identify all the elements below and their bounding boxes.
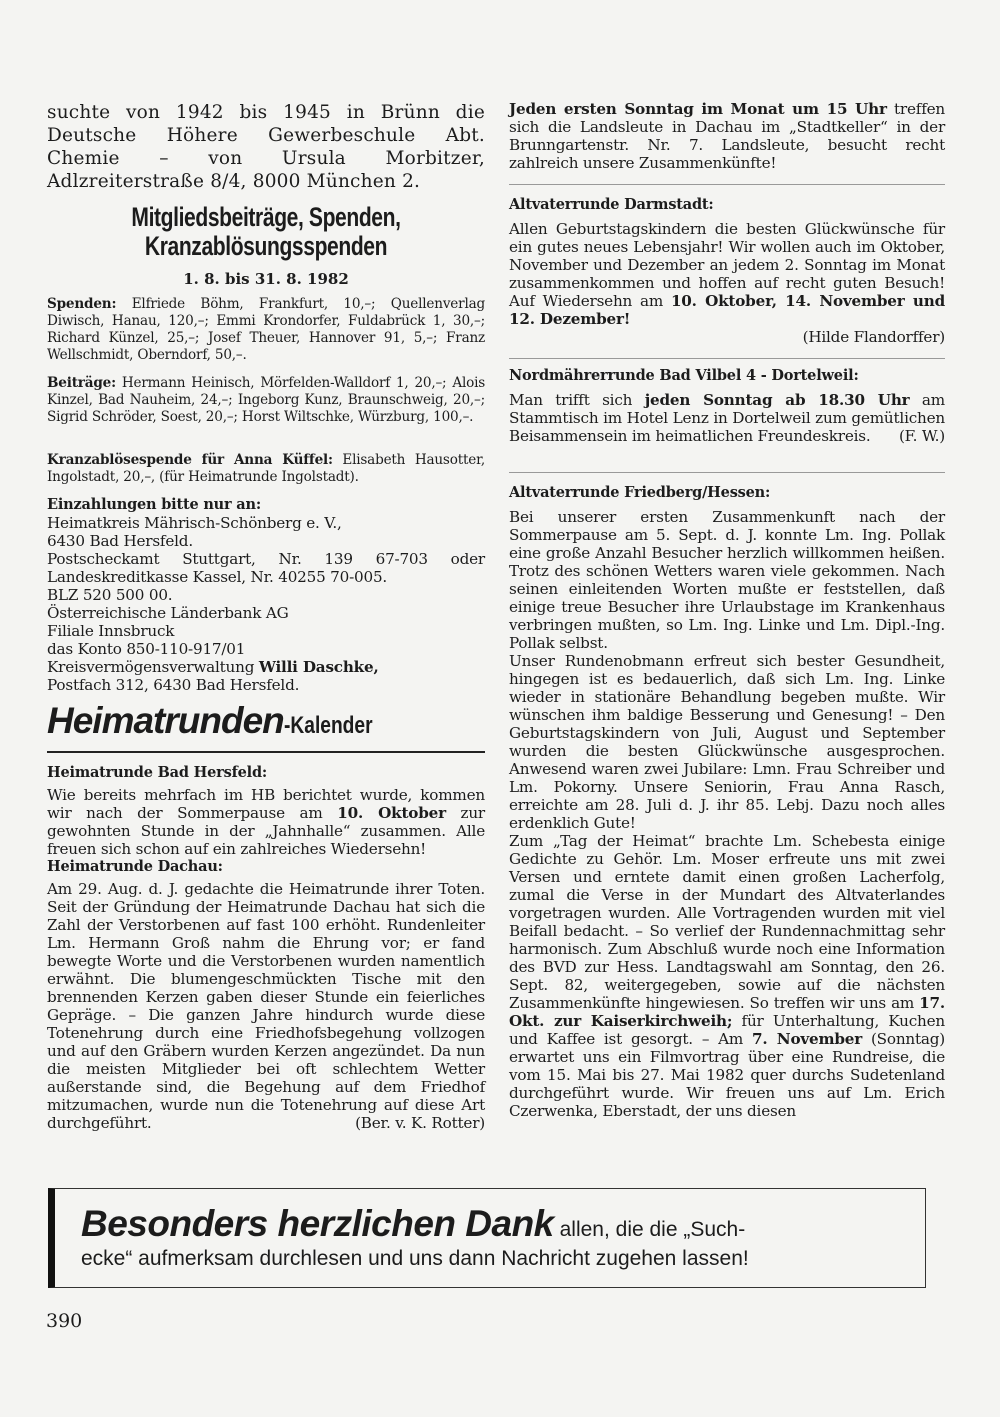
section-title: Heimatrunde Bad Hersfeld: — [47, 764, 268, 781]
text: Elisabeth Hausotter, Ingolstadt, 20,–, (für Heimatrunde Ingolstadt). — [47, 452, 485, 485]
wreath-donation-paragraph — [47, 452, 485, 486]
payment-line: BLZ 520 500 00. — [47, 586, 173, 604]
dachau-continued — [509, 100, 945, 172]
thank-you-heading: Besonders herzlichen Dank — [81, 1203, 554, 1244]
bold-text: 7. November — [751, 1030, 863, 1048]
payment-line: Postscheckamt Stuttgart, Nr. 139 67-703 oder Landeskreditkasse Kassel, Nr. 40255 70-005. — [47, 550, 485, 586]
calendar-title-main: Heimatrunden — [47, 700, 284, 741]
payment-line: Österreichische Länderbank AG — [47, 604, 289, 622]
section-text — [509, 832, 945, 1120]
payment-line: Heimatkreis Mährisch-Schönberg e. V., — [47, 514, 342, 532]
text: (Sonntag) erwartet uns ein Filmvortrag über eine Rundreise, die vom 15. Mai bis 27. Mai 1982 quer durchs Sudetenland durchgeführt wurde. Wir freuen uns auf Lm. Erich Czerwenka, Eberstadt, der uns diesen — [509, 1030, 946, 1120]
bold-text: Beiträge: — [47, 375, 116, 391]
text: Allen Geburtstagskindern die besten Glückwünsche für ein gutes neues Lebensjahr! Wir wollen auch im Oktober, November und Dezember an jedem 2. Sonntag im Monat zusammenkommen und hoffen auf recht guten Besuch! Auf Wiedersehn am — [509, 220, 945, 310]
signature: (F. W.) — [898, 427, 945, 445]
thank-you-text: allen, die die „Such- — [553, 1218, 746, 1241]
date-range: 1. 8. bis 31. 8. 1982 — [183, 270, 349, 288]
section-text: Bei unserer ersten Zusammenkunft nach der Sommerpause am 5. Sept. d. J. konnte Lm. Ing. Pollak eine große Anzahl Besucher herzlich willkommen heißen. Trotz des schönen Wetters waren viele gekommen. Nach seinen einleitenden Worten mußte er feststellen, daß einige treue Besucher ihre Urlaubstage im Krankenhaus verbringen mußten, so Lm. Ing. Linke und Lm. Dipl.-Ing. Pollak selbst. — [509, 508, 945, 652]
payment-line: 6430 Bad Hersfeld. — [47, 532, 193, 550]
text: Wie bereits mehrfach im HB berichtet wurde, kommen wir nach der Sommerpause am — [47, 786, 485, 822]
section-title: Altvaterrunde Friedberg/Hessen: — [509, 484, 771, 501]
section-darmstadt — [509, 196, 945, 346]
bold-text: 17. Okt. zur Kaiserkirchweih; — [509, 994, 945, 1030]
text: zur gewohnten Stunde in der „Jahnhalle“ zusammen. Alle freuen sich schon auf ein zahlreiches Wiedersehn! — [47, 804, 485, 858]
section-text — [509, 220, 945, 328]
payment-title: Einzahlungen bitte nur an: — [47, 496, 261, 513]
bold-text: Kranzablösespende für Anna Küffel: — [47, 452, 333, 468]
bold-text: 10. Oktober — [337, 804, 446, 822]
section-friedberg — [509, 484, 945, 1120]
intro-paragraph: suchte von 1942 bis 1945 in Brünn die Deutsche Höhere Gewerbeschule Abt. Chemie – von Ursula Morbitzer, Adlzreiterstraße 8/4, 8000 München 2. — [47, 102, 485, 192]
section-title: Nordmährerrunde Bad Vilbel 4 - Dortelweil: — [509, 367, 859, 384]
calendar-title — [47, 700, 487, 742]
section-bad-hersfeld — [47, 764, 485, 1132]
payment-line: das Konto 850-110-917/01 — [47, 640, 246, 658]
section-text: Unser Rundenobmann erfreut sich bester Gesundheit, hingegen ist es bedauerlich, daß sich Lm. Ing. Linke wieder in stationäre Behandlung begeben mußte. Wir wünschen ihm baldige Besserung und Genesung! – Den Geburtstagskindern von Juli, August und September wurden die besten Glückwünsche ausgesprochen. Anwesend waren zwei Jubilare: Lmn. Frau Schreiber und Lm. Pokorny. Unsere Seniorin, Frau Anna Rasch, erreichte am 28. Juli d. J. ihr 85. Lebj. Dazu noch alles erdenklich Gute! — [509, 652, 945, 832]
donations-paragraph — [47, 296, 485, 364]
text: Hermann Heinisch, Mörfelden-Walldorf 1, 20,–; Alois Kinzel, Bad Nauheim, 24,–; Ingeborg Kunz, Braunschweig, 20,–; Sigrid Schröder, Soest, 20,–; Horst Wiltschke, Würzburg, 100,–. — [47, 375, 485, 425]
payment-line: Filiale Innsbruck — [47, 622, 175, 640]
bold-text: Spenden: — [47, 296, 117, 312]
section-title: Heimatrunde Dachau: — [47, 858, 223, 875]
payment-info — [47, 496, 485, 694]
text: Zum „Tag der Heimat“ brachte Lm. Schebesta einige Gedichte zu Gehör. Lm. Moser erfreute uns mit zwei Versen und erntete damit einen großen Lacherfolg, zumal die Verse in der Mundart des Altvaterlandes vorgetragen wurden. Alle Vortragenden wurden mit viel Beifall bedacht. – So verlief der Rundennachmittag sehr harmonisch. Zum Abschluß wurde noch eine Information des BVD zur Hess. Landtagswahl am Sonntag, den 26. Sept. 82, weitergegeben, sowie auf die nächsten Zusammenkünfte hingewiesen. So treffen wir uns am — [509, 832, 945, 1012]
text: Kreisvermögensverwaltung — [47, 658, 259, 676]
text: Elfriede Böhm, Frankfurt, 10,–; Quellenverlag Diwisch, Hanau, 120,–; Emmi Krondorfer, Fuldabrück 1, 30,–; Richard Künzel, 25,–; Josef Theuer, Hannover 91, 5,–; Franz Wellschmidt, Oberndorf, 50,–. — [47, 296, 485, 363]
payment-line: Postfach 312, 6430 Bad Hersfeld. — [47, 676, 300, 694]
text: treffen sich die Landsleute in Dachau im „Stadtkeller“ in der Brunngartenstr. Nr. 7. Landsleute, besucht recht zahlreich unsere Zusammenkünfte! — [509, 100, 945, 172]
payment-line — [47, 658, 485, 676]
bold-text: jeden Sonntag ab 18.30 Uhr — [644, 391, 910, 409]
heading-line: Kranzablösungsspenden — [144, 231, 388, 261]
bold-text: Willi Daschke, — [258, 658, 379, 676]
text: am Stammtisch im Hotel Lenz in Dortelweil zum gemütlichen Beisammensein im heimatlichen Freundeskreis. — [509, 391, 945, 445]
text: für Unterhaltung, Kuchen und Kaffee ist gesorgt. – Am — [509, 1012, 946, 1048]
heading-line: Mitgliedsbeiträge, Spenden, — [131, 202, 401, 232]
section-text: Am 29. Aug. d. J. gedachte die Heimatrunde ihrer Toten. Seit der Gründung der Heimatrunde Dachau hat sich die Zahl der Verstorbenen auf fast 100 erhöht. Rundenleiter Lm. Hermann Groß nahm die Ehrung vor; er fand bewegte Worte und die Verstorbenen wurden namentlich erwähnt. Die blumengeschmückten Tische mit den brennenden Kerzen gaben dieser Stunde ein feierliches Gepräge. – Die ganzen Jahre hindurch wurde diese Totenehrung durch eine Friedhofsbegehung vollzogen und auf den Gräbern wurden Kerzen angezündet. Da nun die meisten Mitglieder bei oft schlechtem Wetter außerstande sind, die Begehung auf dem Friedhof mitzumachen, wurde nun die Totenehrung auf diese Art durchgeführt. — [47, 880, 485, 1132]
section-bad-vilbel — [509, 367, 945, 445]
bold-text: 10. Oktober, 14. November und 12. Dezember! — [509, 292, 945, 328]
section-heading-contributions — [95, 203, 437, 261]
section-title: Altvaterrunde Darmstadt: — [509, 196, 714, 213]
text: Man trifft sich — [509, 391, 645, 409]
calendar-title-suffix: -Kalender — [283, 712, 373, 739]
signature: (Ber. v. K. Rotter) — [355, 1114, 485, 1132]
divider — [509, 358, 945, 359]
page-number: 390 — [46, 1310, 83, 1332]
fees-paragraph — [47, 375, 485, 426]
divider — [47, 751, 485, 753]
bold-text: Jeden ersten Sonntag im Monat um 15 Uhr — [509, 100, 887, 118]
divider — [509, 472, 945, 473]
thank-you-text: ecke“ aufmerksam durchlesen und uns dann Nachricht zugehen lassen! — [81, 1247, 749, 1270]
signature: (Hilde Flandorffer) — [802, 328, 945, 346]
section-text — [47, 786, 485, 858]
divider — [509, 184, 945, 185]
thank-you-box — [48, 1188, 926, 1288]
